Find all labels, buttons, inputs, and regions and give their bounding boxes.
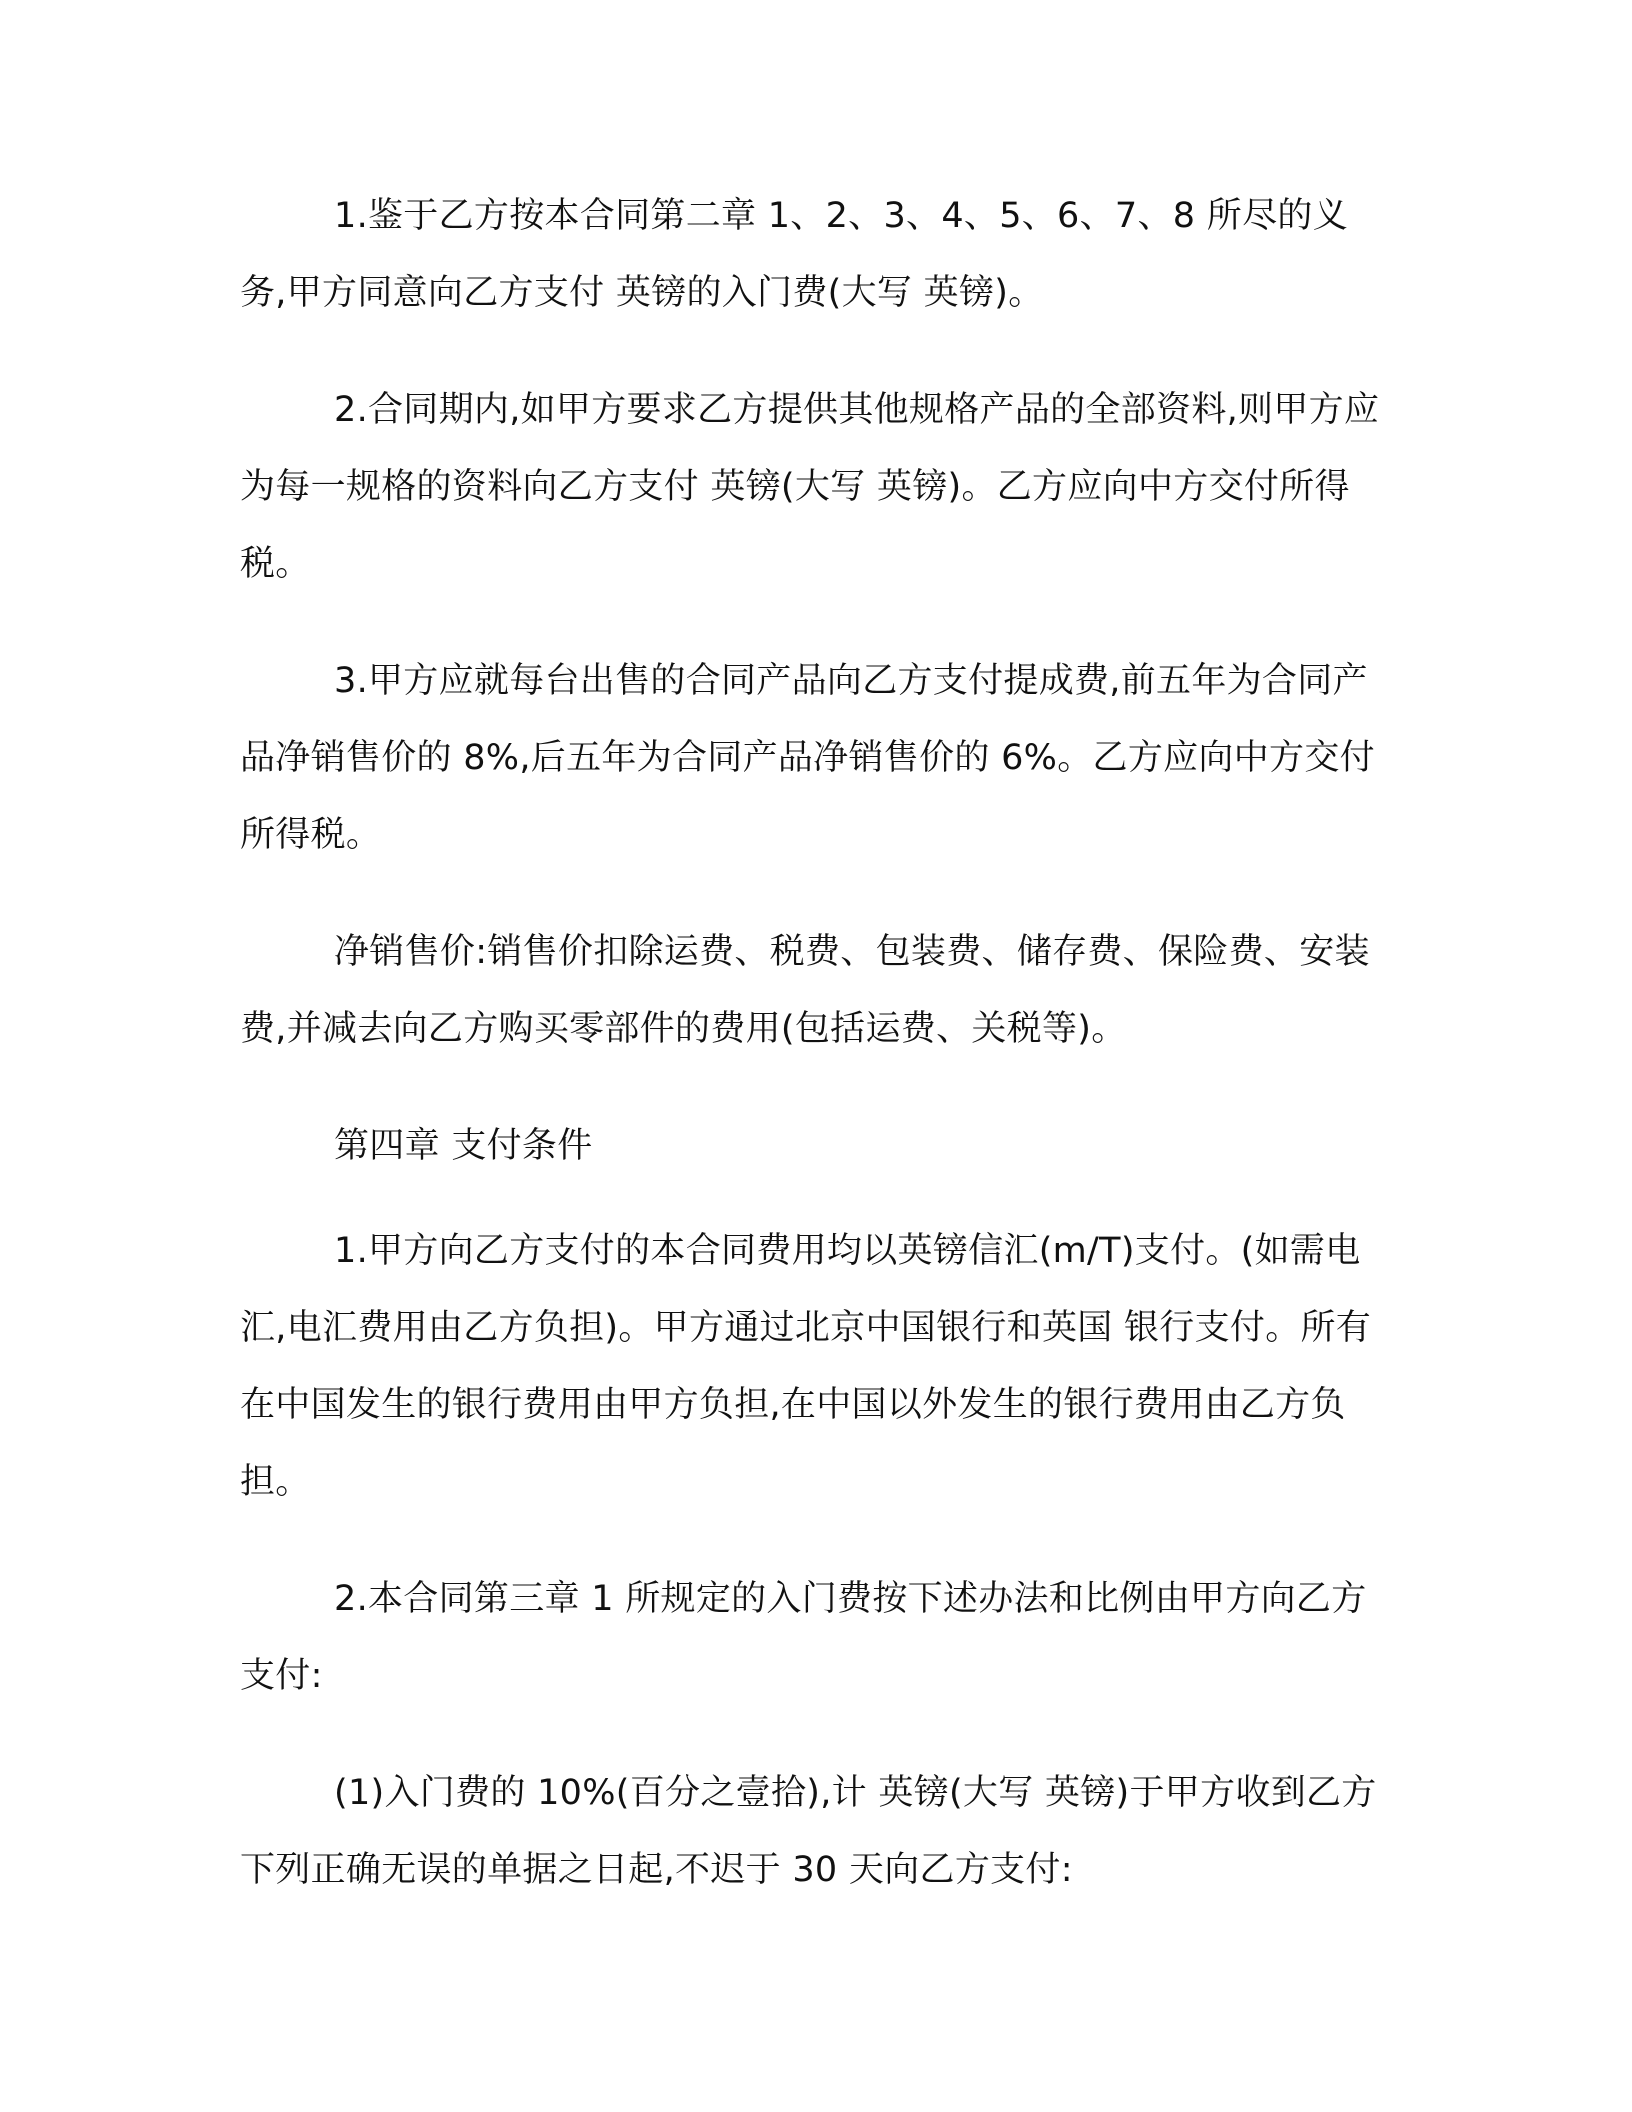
clause-3-2-additional-specs: 2.合同期内,如甲方要求乙方提供其他规格产品的全部资料,则甲方应为每一规格的资料向乙方支付 英镑(大写 英镑)。乙方应向中方交付所得税。: [240, 390, 1380, 584]
clause-3-1-entry-fee: 1.鉴于乙方按本合同第二章 1、2、3、4、5、6、7、8 所尽的义务,甲方同意向乙方支付 英镑的入门费(大写 英镑)。: [240, 196, 1348, 313]
clause-4-1-payment-method: 1.甲方向乙方支付的本合同费用均以英镑信汇(m/T)支付。(如需电汇,电汇费用由乙方负担)。甲方通过北京中国银行和英国 银行支付。所有在中国发生的银行费用由甲方负担,在中国以外发生的银行费用由乙方负担。: [240, 1231, 1372, 1502]
clause-3-3-royalty: 3.甲方应就每台出售的合同产品向乙方支付提成费,前五年为合同产品净销售价的 8%,后五年为合同产品净销售价的 6%。乙方应向中方交付所得税。: [240, 661, 1375, 855]
clause-4-2-1-first-installment: (1)入门费的 10%(百分之壹拾),计 英镑(大写 英镑)于甲方收到乙方下列正确无误的单据之日起,不迟于 30 天向乙方支付:: [240, 1773, 1377, 1890]
document-body: [240, 178, 1380, 1949]
chapter-4-heading: 第四章 支付条件: [334, 1126, 593, 1166]
net-sales-price-definition: 净销售价:销售价扣除运费、税费、包装费、储存费、保险费、安装费,并减去向乙方购买零部件的费用(包括运费、关税等)。: [240, 932, 1370, 1049]
clause-4-2-entry-fee-payment: 2.本合同第三章 1 所规定的入门费按下述办法和比例由甲方向乙方支付:: [240, 1579, 1367, 1696]
